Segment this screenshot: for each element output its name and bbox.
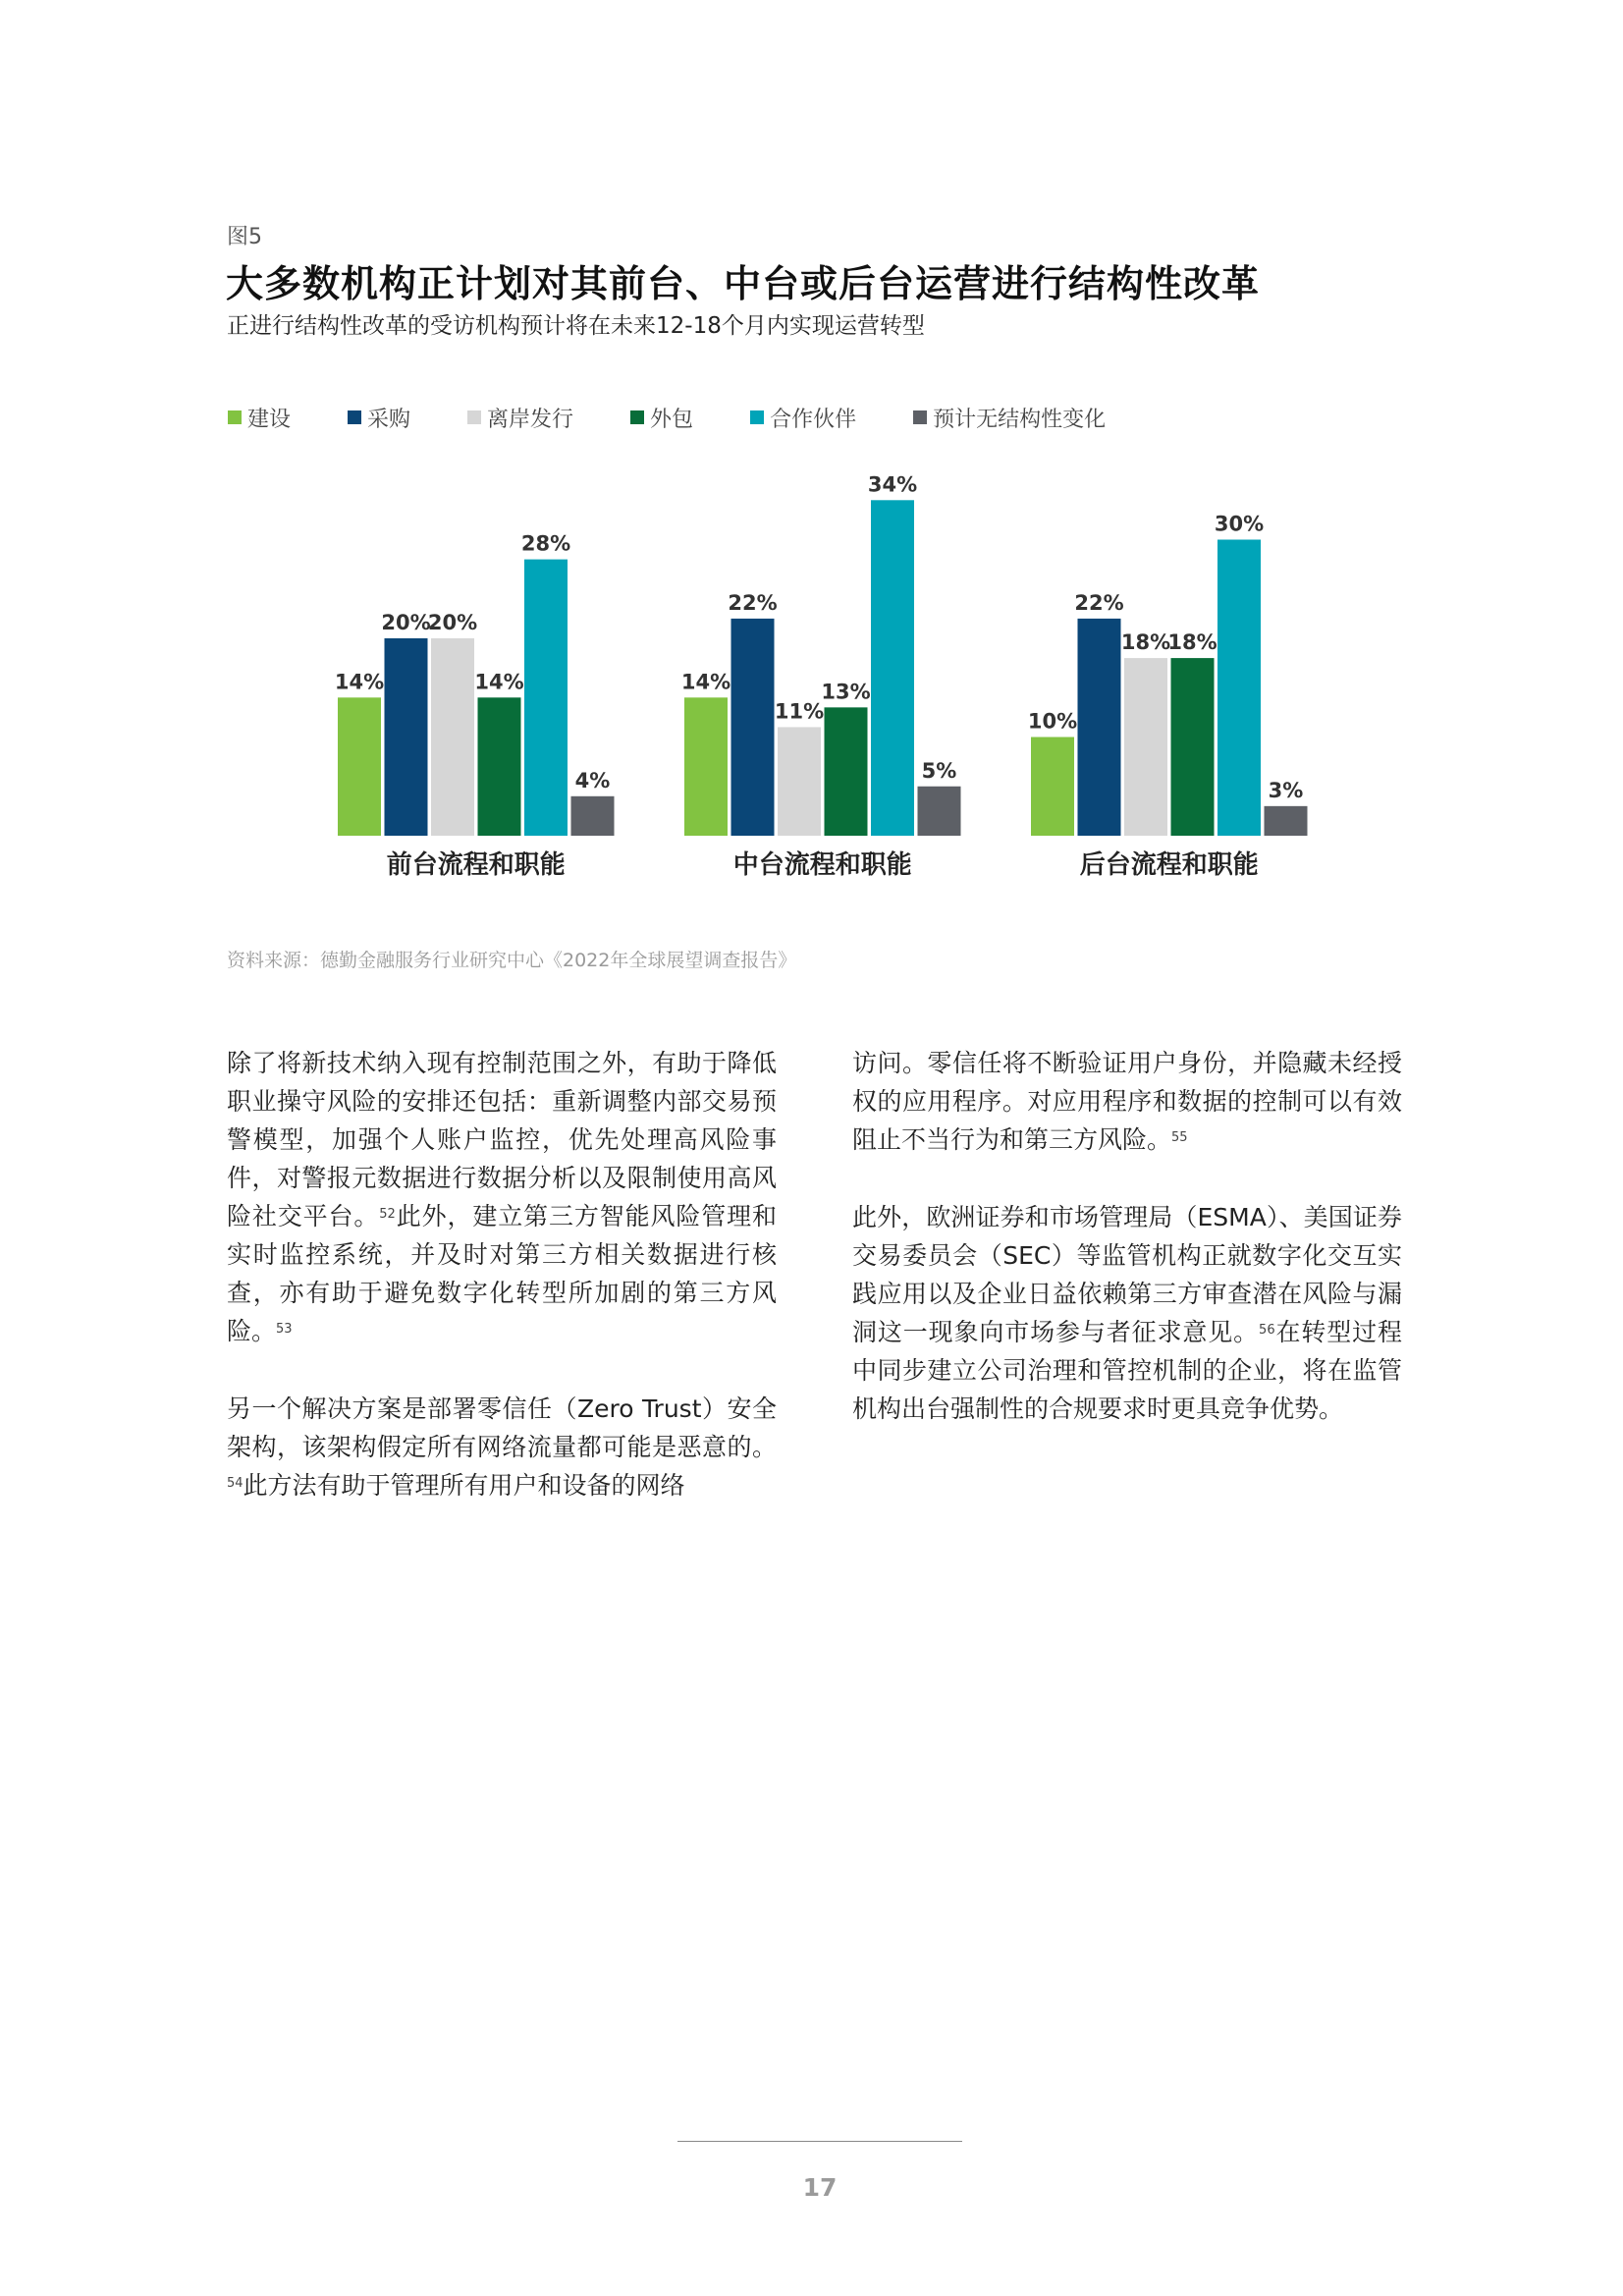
data-label: 5%: [921, 758, 957, 783]
footnote-ref: 54: [227, 1476, 243, 1491]
data-label: 28%: [520, 531, 571, 556]
data-label: 18%: [1167, 630, 1217, 655]
legend-swatch: [467, 410, 481, 424]
chart-legend: [228, 403, 1106, 432]
bar: [1031, 738, 1074, 837]
paragraph: 此外，欧洲证券和市场管理局（ESMA）、美国证券交易委员会（SEC）等监管机构正就数字化交互实践应用以及企业日益依赖第三方审查潜在风险与漏洞这一现象向市场参与者征求意见。$^{56}$在转型过程中同步建立公司治理和管控机制的企业，将在监管机构出台强制性的合规要求时更具竞争优势。: [852, 1203, 1402, 1423]
legend-label: 采购: [367, 407, 411, 432]
data-label: 3%: [1268, 778, 1304, 802]
body-column-right: [852, 1044, 1402, 1467]
category-label: 中台流程和职能: [732, 850, 912, 880]
footnote-ref: 56: [1259, 1323, 1275, 1338]
paragraph: 访问。零信任将不断验证用户身份，并隐藏未经授权的应用程序。对应用程序和数据的控制可以有效阻止不当行为和第三方风险。$^{55}$: [852, 1049, 1402, 1154]
legend-item: [228, 403, 291, 433]
legend-item: [630, 403, 693, 433]
legend-label: 合作伙伴: [770, 407, 857, 432]
legend-label: 离岸发行: [487, 407, 574, 432]
figure-source: 资料来源：德勤金融服务行业研究中心《2022年全球展望调查报告》: [227, 950, 797, 971]
data-label: 14%: [474, 670, 524, 694]
bar: [1124, 658, 1167, 836]
data-label: 14%: [334, 670, 385, 694]
legend-swatch: [630, 410, 644, 424]
bar: [918, 787, 961, 836]
legend-swatch: [228, 410, 242, 424]
data-label: 20%: [427, 611, 478, 634]
bar: [778, 727, 821, 836]
data-label: 22%: [1074, 590, 1124, 615]
bar: [478, 697, 521, 836]
footnote-ref: 52: [379, 1207, 396, 1222]
legend-label: 预计无结构性变化: [933, 407, 1107, 432]
data-label: 11%: [774, 699, 825, 724]
data-label: 10%: [1027, 709, 1078, 734]
footer-divider: [677, 2141, 962, 2142]
legend-item: [467, 403, 573, 433]
legend-label: 建设: [247, 407, 292, 432]
bar: [571, 796, 615, 836]
bar: [385, 638, 428, 836]
legend-swatch: [750, 410, 764, 424]
data-label: 30%: [1214, 512, 1265, 536]
body-column-left: [227, 1044, 777, 1544]
bar: [1265, 806, 1308, 836]
category-label: 后台流程和职能: [1079, 850, 1259, 880]
bar: [684, 697, 728, 836]
data-label: 14%: [680, 670, 731, 694]
category-label: 前台流程和职能: [386, 850, 566, 880]
bar: [1078, 619, 1121, 836]
legend-label: 外包: [650, 407, 694, 432]
footnote-ref: 53: [276, 1322, 293, 1337]
bar: [338, 697, 381, 836]
legend-item: [750, 403, 856, 433]
bar: [871, 500, 914, 836]
legend-item: [348, 403, 410, 433]
figure-subtitle: 正进行结构性改革的受访机构预计将在未来12-18个月内实现运营转型: [227, 313, 925, 339]
legend-swatch: [348, 410, 361, 424]
legend-swatch: [913, 410, 927, 424]
paragraph: 另一个解决方案是部署零信任（Zero Trust）安全架构，该架构假定所有网络流量都可能是恶意的。$^{54}$此方法有助于管理所有用户和设备的网络: [227, 1394, 777, 1500]
data-label: 34%: [867, 472, 918, 497]
footnote-ref: 55: [1171, 1130, 1188, 1145]
data-label: 22%: [728, 590, 778, 615]
bar: [731, 619, 775, 836]
paragraph: 除了将新技术纳入现有控制范围之外，有助于降低职业操守风险的安排还包括：重新调整内部交易预警模型，加强个人账户监控，优先处理高风险事件，对警报元数据进行数据分析以及限制使用高风险社交平台。$^{52}$此外，建立第三方智能风险管理和实时监控系统，并及时对第三方相关数据进行核查，亦有助于避免数字化转型所加剧的第三方风险。$^{53}$: [227, 1049, 777, 1345]
page-number: 17: [802, 2173, 838, 2202]
data-label: 13%: [821, 680, 871, 704]
bar: [524, 560, 568, 836]
data-label: 18%: [1120, 630, 1171, 655]
figure-label: 图5: [227, 225, 262, 249]
bar: [1217, 540, 1261, 837]
bar: [825, 707, 868, 836]
bar: [1171, 658, 1215, 836]
data-label: 4%: [574, 768, 611, 793]
legend-item: [913, 403, 1106, 433]
data-label: 20%: [381, 611, 431, 634]
bar: [431, 638, 474, 836]
bar-chart: [0, 442, 1623, 903]
figure-title: 大多数机构正计划对其前台、中台或后台运营进行结构性改革: [226, 262, 1261, 305]
